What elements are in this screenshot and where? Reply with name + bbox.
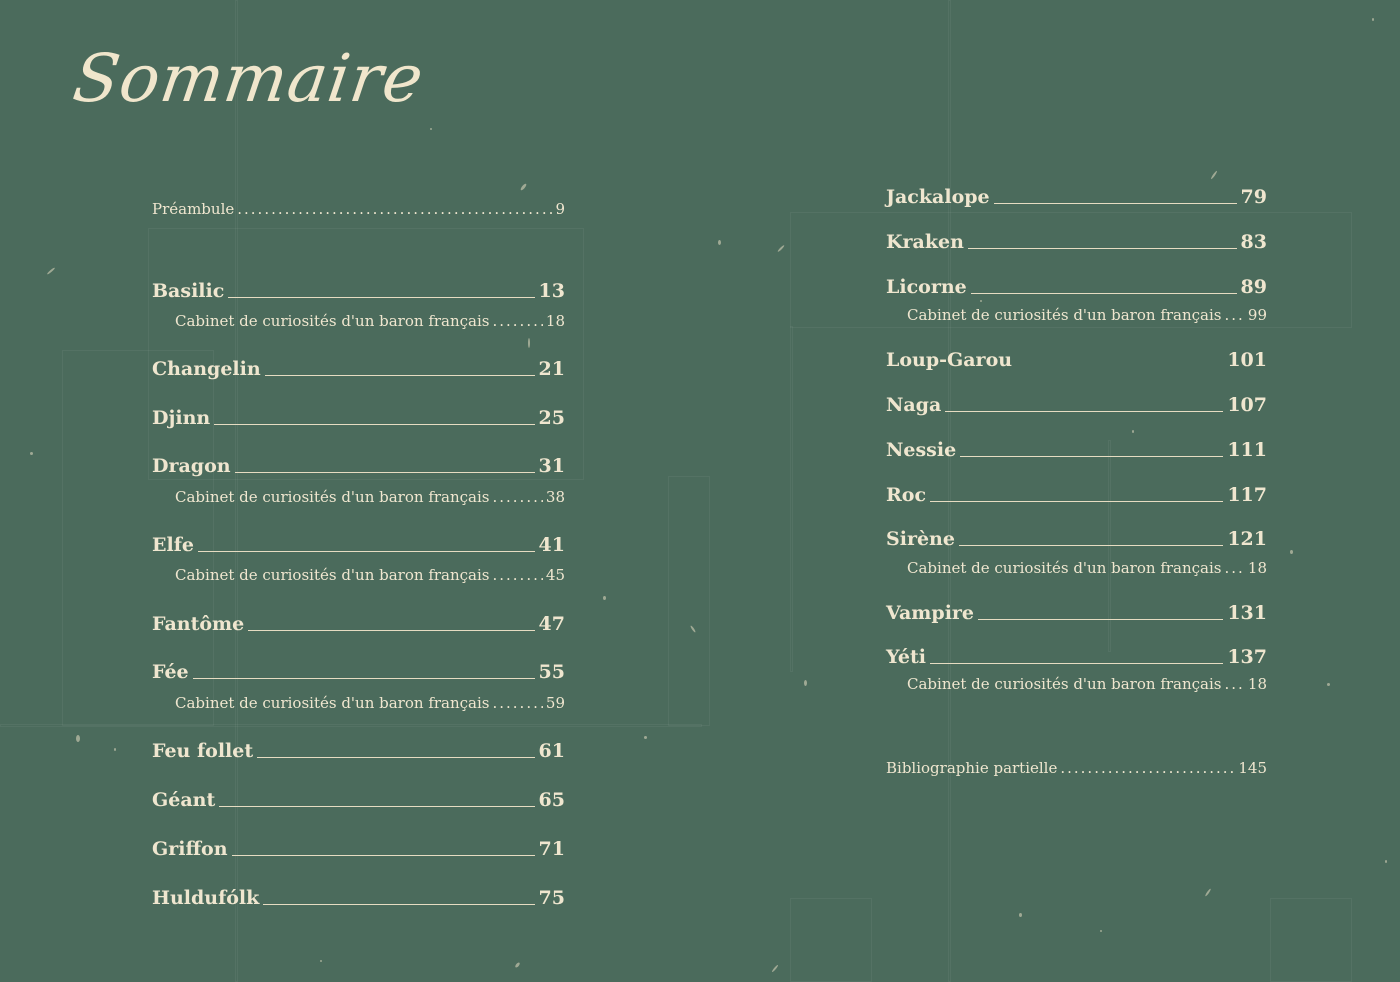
entry-page: 117 [1227,484,1267,506]
toc-entry-djinn[interactable] [152,407,565,429]
subentry-title: Cabinet de curiosités d'un baron français [175,694,490,712]
subentry-title: Cabinet de curiosités d'un baron français [907,675,1222,693]
entry-title: Feu follet [152,740,254,762]
entry-page: 31 [538,455,565,477]
toc-entry-elfe[interactable] [152,534,565,556]
entry-page: 111 [1227,439,1267,461]
entry-page: 83 [1240,231,1267,253]
entry-page: 131 [1227,602,1267,624]
toc-subentry[interactable] [175,312,565,330]
subentry-page: 99 [1247,306,1267,324]
rule-leader [193,678,535,679]
toc-subentry[interactable] [175,566,565,584]
toc-entry-nessie[interactable] [886,439,1267,461]
entry-title: Huldufólk [152,887,260,909]
toc-entry-licorne[interactable] [886,276,1267,298]
dot-leader [492,488,542,506]
toc-entry-fantome[interactable] [152,613,565,635]
rule-leader [959,545,1223,546]
entry-page: 89 [1240,276,1267,298]
rule-leader [994,203,1237,204]
entry-title: Yéti [886,646,926,668]
subentry-title: Cabinet de curiosités d'un baron français [175,312,490,330]
rule-leader [265,375,535,376]
subentry-page: 18 [1247,675,1267,693]
rule-leader [248,630,534,631]
toc-entry-roc[interactable] [886,484,1267,506]
entry-title: Djinn [152,407,211,429]
dot-leader [492,312,542,330]
entry-page: 65 [538,789,565,811]
entry-page: 121 [1227,528,1267,550]
rule-leader [930,501,1223,502]
entry-page: 101 [1227,349,1267,371]
entry-page: 75 [538,887,565,909]
dot-leader [1224,306,1244,324]
entry-title: Elfe [152,534,194,556]
subentry-page: 45 [545,566,565,584]
toc-entry-loup-garou[interactable] [886,349,1267,371]
rule-leader [257,757,534,758]
toc-subentry[interactable] [907,675,1267,693]
rule-leader [232,855,535,856]
entry-title: Griffon [152,838,228,860]
bibliography-label: Bibliographie partielle [886,759,1058,777]
preamble-entry[interactable] [152,200,565,218]
entry-title: Loup-Garou [886,349,1013,371]
toc-entry-sirene[interactable] [886,528,1267,550]
left-page [0,0,700,980]
subentry-page: 38 [545,488,565,506]
bibliography-entry[interactable] [886,759,1267,777]
entry-page: 47 [538,613,565,635]
rule-leader [930,663,1223,664]
entry-page: 137 [1227,646,1267,668]
entry-page: 13 [538,280,565,302]
entry-title: Basilic [152,280,225,302]
toc-entry-feu-follet[interactable] [152,740,565,762]
page-title: Sommaire [68,40,429,117]
entry-title: Kraken [886,231,964,253]
entry-title: Fantôme [152,613,245,635]
entry-page: 71 [538,838,565,860]
rule-leader [235,472,535,473]
entry-title: Sirène [886,528,955,550]
toc-subentry[interactable] [907,559,1267,577]
toc-entry-changelin[interactable] [152,358,565,380]
subentry-page: 59 [545,694,565,712]
rule-leader [960,456,1223,457]
toc-entry-fee[interactable] [152,661,565,683]
toc-subentry[interactable] [175,694,565,712]
entry-title: Vampire [886,602,975,624]
entry-title: Dragon [152,455,231,477]
rule-leader [219,806,534,807]
toc-entry-griffon[interactable] [152,838,565,860]
entry-page: 79 [1240,186,1267,208]
entry-page: 21 [538,358,565,380]
dot-leader [1060,759,1235,777]
toc-entry-basilic[interactable] [152,280,565,302]
toc-entry-jackalope[interactable] [886,186,1267,208]
subentry-title: Cabinet de curiosités d'un baron français [175,566,490,584]
toc-entry-geant[interactable] [152,789,565,811]
entry-page: 41 [538,534,565,556]
rule-leader [978,619,1223,620]
subentry-page: 18 [1247,559,1267,577]
entry-title: Naga [886,394,942,416]
subentry-page: 18 [545,312,565,330]
toc-subentry[interactable] [907,306,1267,324]
toc-entry-naga[interactable] [886,394,1267,416]
entry-title: Nessie [886,439,957,461]
subentry-title: Cabinet de curiosités d'un baron français [175,488,490,506]
dot-leader [1224,675,1244,693]
entry-title: Géant [152,789,216,811]
dot-leader [492,566,542,584]
dot-leader [237,200,552,218]
toc-subentry[interactable] [175,488,565,506]
dot-leader [492,694,542,712]
preamble-label: Préambule [152,200,235,218]
dot-leader [1224,559,1244,577]
entry-title: Licorne [886,276,967,298]
rule-leader [198,551,535,552]
subentry-title: Cabinet de curiosités d'un baron français [907,306,1222,324]
toc-entry-huldufolk[interactable] [152,887,565,909]
entry-title: Fée [152,661,189,683]
right-page [700,0,1400,980]
rule-leader [263,904,534,905]
toc-entry-kraken[interactable] [886,231,1267,253]
toc-entry-yeti[interactable] [886,646,1267,668]
entry-title: Changelin [152,358,261,380]
subentry-title: Cabinet de curiosités d'un baron français [907,559,1222,577]
entry-title: Roc [886,484,927,506]
entry-page: 61 [538,740,565,762]
rule-leader [214,424,534,425]
entry-page: 107 [1227,394,1267,416]
bibliography-page: 145 [1238,759,1267,777]
preamble-page: 9 [555,200,565,218]
rule-leader [971,293,1237,294]
entry-title: Jackalope [886,186,990,208]
entry-page: 55 [538,661,565,683]
rule-leader [968,248,1237,249]
toc-entry-dragon[interactable] [152,455,565,477]
toc-entry-vampire[interactable] [886,602,1267,624]
rule-leader [945,411,1223,412]
rule-leader [228,297,534,298]
entry-page: 25 [538,407,565,429]
